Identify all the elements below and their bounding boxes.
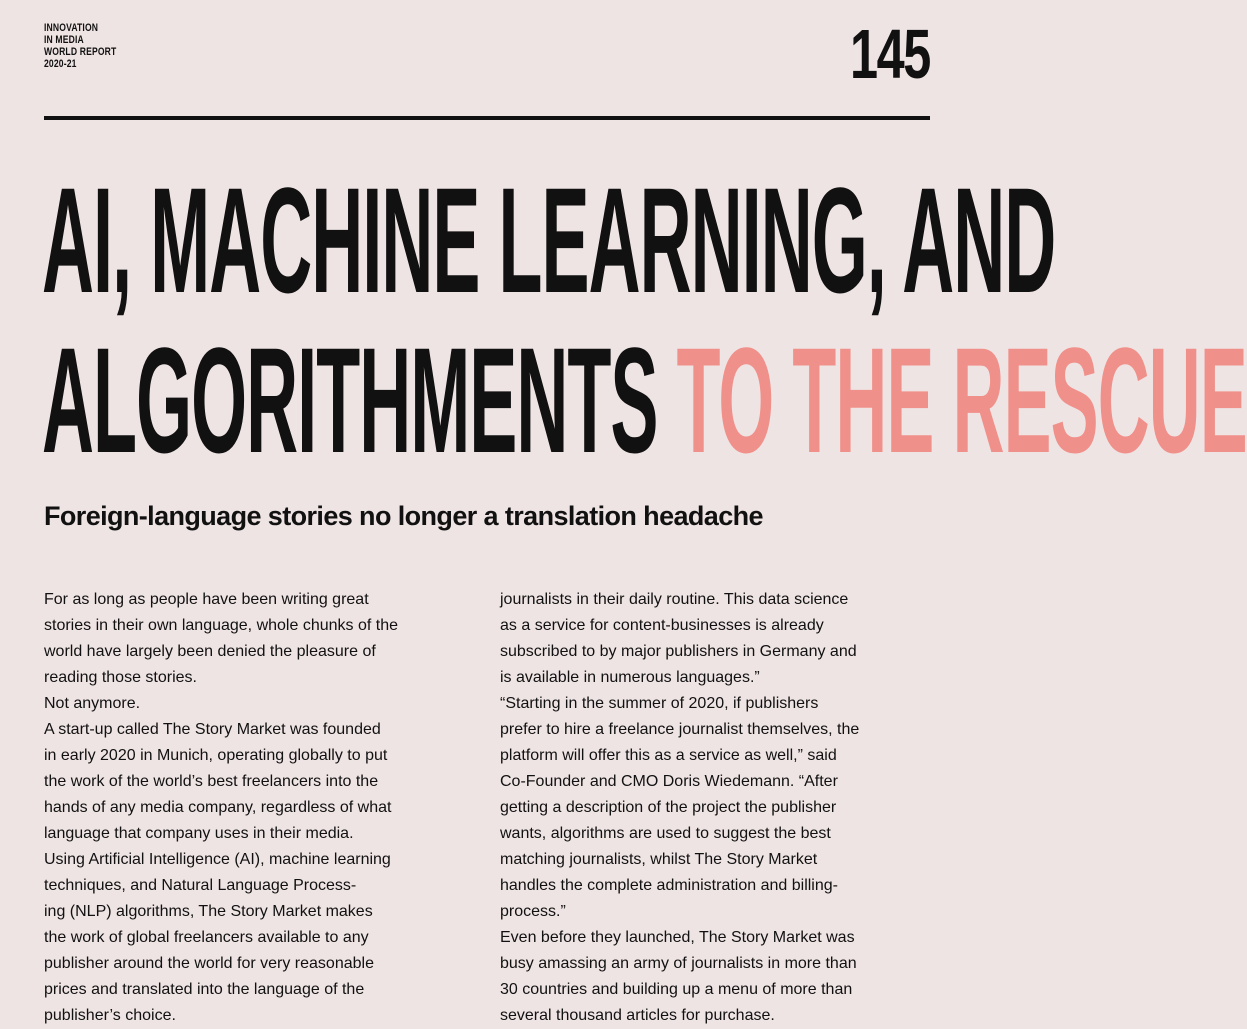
report-label-line: INNOVATION	[44, 22, 99, 34]
body-line: publisher’s choice.	[44, 1007, 176, 1024]
body-line: ing (NLP) algorithms, The Story Market makes	[44, 903, 373, 920]
page-number: 145	[850, 15, 930, 93]
body-line: getting a description of the project the publisher	[500, 799, 837, 816]
headline-line-1: AI, MACHINE LEARNING, AND	[42, 156, 1056, 324]
body-line: in early 2020 in Munich, operating globally to put	[44, 747, 388, 764]
body-line: prices and translated into the language of the	[44, 981, 365, 998]
body-line: is available in numerous languages.”	[500, 669, 760, 686]
body-line: language that company uses in their media.	[44, 825, 354, 842]
body-line: world have largely been denied the pleasure of	[44, 643, 376, 660]
body-line: hands of any media company, regardless of what	[44, 799, 392, 816]
report-label-line: WORLD REPORT	[44, 46, 117, 58]
body-line: several thousand articles for purchase.	[500, 1007, 775, 1024]
headline-accent: TO THE RESCUE	[676, 316, 1247, 484]
body-line: as a service for content-businesses is already	[500, 617, 824, 634]
subtitle: Foreign-language stories no longer a translation headache	[44, 501, 763, 531]
body-line: Not anymore.	[44, 695, 141, 712]
body-line: prefer to hire a freelance journalist themselves, the	[500, 721, 860, 738]
body-line: process.”	[500, 903, 566, 920]
headline	[42, 156, 1247, 484]
body-line: Co-Founder and CMO Doris Wiedemann. “After	[500, 773, 838, 790]
body-line: platform will offer this as a service as well,” said	[500, 747, 837, 764]
body-line: Using Artificial Intelligence (AI), machine learning	[44, 851, 391, 868]
body-line: “Starting in the summer of 2020, if publishers	[500, 695, 819, 712]
body-line: stories in their own language, whole chunks of the	[44, 617, 398, 634]
report-label	[44, 22, 116, 70]
body-line: reading those stories.	[44, 669, 197, 686]
body-column-right	[500, 587, 930, 1029]
body-line: subscribed to by major publishers in Germany and	[500, 643, 857, 660]
body-line: techniques, and Natural Language Process-	[44, 877, 357, 894]
body-line: matching journalists, whilst The Story Market	[500, 851, 818, 868]
body-line: publisher around the world for very reasonable	[44, 955, 374, 972]
body-line: the work of global freelancers available to any	[44, 929, 369, 946]
headline-line-2	[42, 316, 1247, 484]
body-line: For as long as people have been writing great	[44, 591, 369, 608]
headline-line-2-black: ALGORITHMENTS	[42, 316, 677, 484]
body-column-left	[44, 587, 474, 1029]
body-line: wants, algorithms are used to suggest the best	[500, 825, 831, 842]
body-line: A start-up called The Story Market was founded	[44, 721, 381, 738]
body-line: busy amassing an army of journalists in more than	[500, 955, 857, 972]
body-line: handles the complete administration and billing-	[500, 877, 838, 894]
header-divider	[44, 116, 930, 120]
body-line: 30 countries and building up a menu of more than	[500, 981, 853, 998]
body-line: Even before they launched, The Story Market was	[500, 929, 855, 946]
report-label-line: 2020-21	[44, 58, 77, 70]
body-line: journalists in their daily routine. This data science	[500, 591, 849, 608]
report-label-line: IN MEDIA	[44, 34, 84, 46]
body-line: the work of the world’s best freelancers into the	[44, 773, 379, 790]
